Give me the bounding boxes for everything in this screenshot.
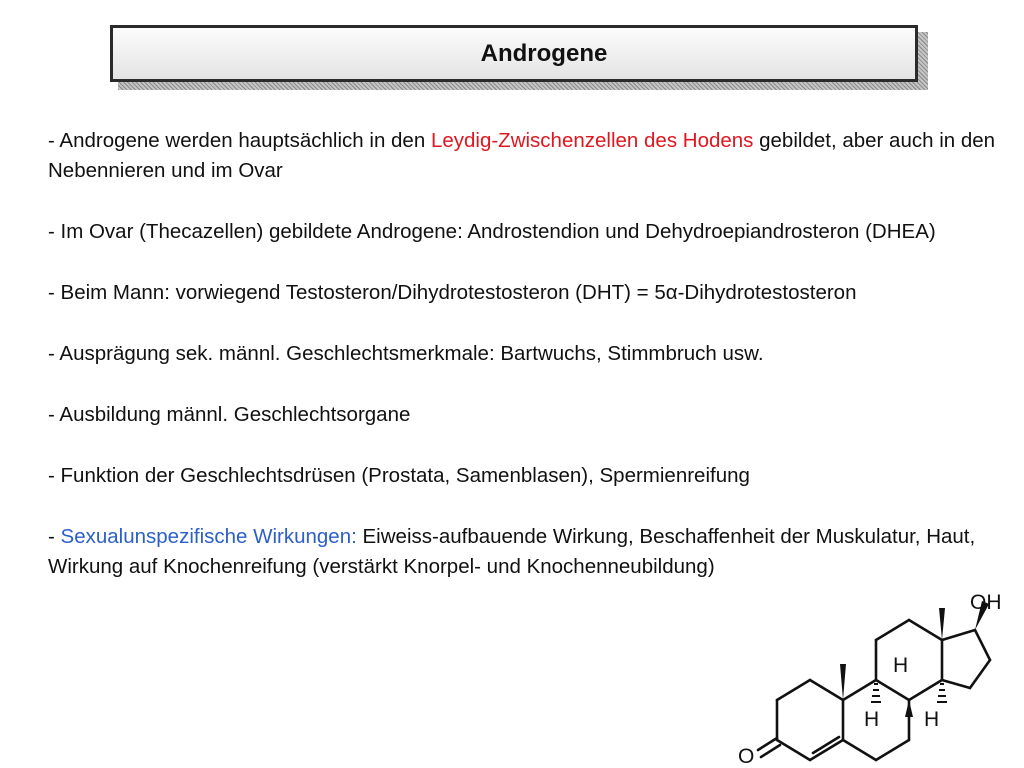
paragraph-secondary-characteristics: - Ausprägung sek. männl. Geschlechtsmerkmale: Bartwuchs, Stimmbruch usw. [48,342,764,365]
ketone-oxygen-label: O [738,745,755,768]
title-box [110,25,918,82]
paragraph-androgen-sources-pre: - Androgene werden hauptsächlich in den [48,129,431,152]
hydrogen-label-c9: H [864,708,880,731]
paragraph-androgen-sources [48,126,998,186]
paragraph-nonsexual-effects-pre: - [48,525,61,548]
paragraph-nonsexual-effects [48,522,998,582]
testosterone-structure [730,580,1024,768]
nonsexual-effects-highlight: Sexualunspezifische Wirkungen: [60,525,357,548]
hydrogen-label-c14: H [924,708,940,731]
hydrogen-label-c8: H [893,654,909,677]
paragraph-nonsexual-effects-post: Eiweiss-aufbauende Wirkung, Beschaffenheit der Muskulatur, Haut, Wirkung auf Knochenreifung (verstärkt Knorpel- und Knochenneubildung) [48,525,976,578]
paragraph-androgen-sources-post: gebildet, aber auch in den Nebennieren und im Ovar [48,129,996,182]
slide-title: Androgene [480,39,608,67]
molecule-wedges [840,601,989,717]
paragraph-ovar-androgens: - Im Ovar (Thecazellen) gebildete Androgene: Androstendion und Dehydroepiandrosteron (DHEA) [48,220,936,243]
paragraph-male-testosterone: - Beim Mann: vorwiegend Testosteron/Dihydrotestosteron (DHT) = 5α-Dihydrotestosteron [48,281,857,304]
slide-content [48,126,998,613]
paragraph-sex-organs: - Ausbildung männl. Geschlechtsorgane [48,403,411,426]
paragraph-gland-function: - Funktion der Geschlechtsdrüsen (Prostata, Samenblasen), Spermienreifung [48,464,750,487]
leydig-cells-highlight: Leydig-Zwischenzellen des Hodens [430,129,754,152]
hydroxyl-label: OH [970,591,1002,614]
